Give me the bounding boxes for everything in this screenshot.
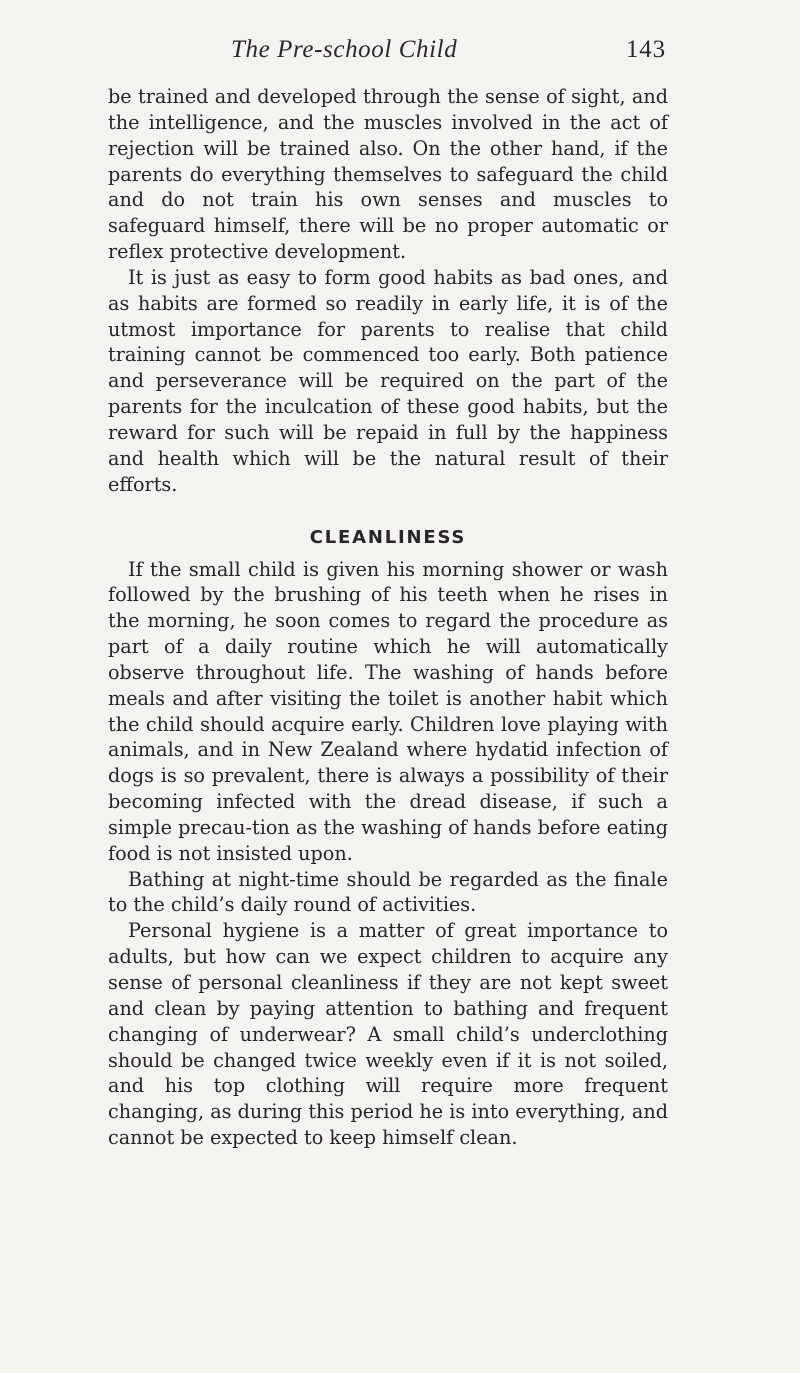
paragraph-continued: be trained and developed through the sense of sight, and the intelligence, and the muscles involved in the act of rejection will be trained also. On the other hand, if the parents do everything themselves to safeguard the child and do not train his own senses and muscles to safeguard himself, there will be no proper automatic or reflex protective development. (108, 85, 668, 264)
paragraph-bathing: Bathing at night-time should be regarded as the finale to the child’s daily round of activities. (108, 867, 668, 917)
paragraph-personal-hygiene: Personal hygiene is a matter of great importance to adults, but how can we expect children to acquire any sense of personal cleanliness if they are not kept sweet and clean by paying attention to bathing and frequent changing of underwear? A small child’s underclothing should be changed twice weekly even if it is not soiled, and his top clothing will require more frequent changing, as during this period he is into everything, and cannot be expected to keep himself clean. (108, 919, 668, 1150)
section-heading-cleanliness: CLEANLINESS (309, 526, 467, 548)
body-text (108, 84, 668, 1151)
page-number: 143 (626, 36, 666, 63)
paragraph-good-habits: It is just as easy to form good habits as bad ones, and as habits are formed so readily in early life, it is of the utmost importance for parents to realise that child training cannot be commenced too early. Both patience and perseverance will be required on the part of the parents for the inculcation of these good habits, but the reward for such will be repaid in full by the happiness and health which will be the natural result of their efforts. (108, 265, 668, 496)
running-head (0, 34, 800, 74)
running-title: The Pre-school Child (231, 36, 458, 63)
paragraph-morning-routine: If the small child is given his morning shower or wash followed by the brushing of his teeth when he rises in the morning, he soon comes to regard the procedure as part of a daily routine which he will automatically observe throughout life. The washing of hands before meals and after visiting the toilet is another habit which the child should acquire early. Children love playing with animals, and in New Zealand where hydatid infection of dogs is so prevalent, there is always a possibility of their becoming infected with the dread disease, if such a simple precau-tion as the washing of hands before eating food is not insisted upon. (108, 557, 668, 865)
